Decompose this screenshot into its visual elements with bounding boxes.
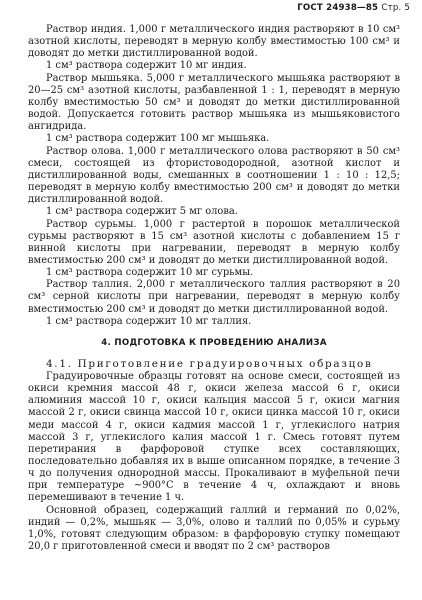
tin-solution-paragraph: Раствор олова. 1,000 г металлического олова растворяют в 50 см³ смеси, состоящей из фтористоводородной, азотной кислот и дистиллированной воды, смешанных в соотношении 1 : 10 : 12,5; переводят в мерную колбу вместимостью 200 см³ и доводят до метки дистиллированной водой. [28,145,400,206]
base-sample-paragraph: Основной образец, содержащий галлий и германий по 0,02%, индий — 0,2%, мышьяк — 3,0%, олово и таллий по 0,05% и сурьму 1,0%, готовят следующим образом: в фарфоровую ступку помещают 20,0 г приготовленной смеси и вводят по 2 см³ растворов [28,504,400,553]
indium-concentration-note: 1 см³ раствора содержит 10 мг индия. [46,60,247,72]
calibration-samples-paragraph: Градуировочные образцы готовят на основе смеси, состоящей из окиси кремния массой 48 г, окиси железа массой 6 г, окиси алюминия массой 10 г, окиси кальция массой 5 г, окиси магния массой 2 г, окиси свинца массой 10 г, окиси цинка массой 10 г, окиси меди массой 4 г, окиси кадмия массой 1 г, углекислого натрия массой 3 г, углекислого калия массой 1 г. Смесь готовят путем перетирания в фарфоровой ступке всех составляющих, последовательно добавляя их в выше описанном порядке, в течение 3 ч до получения однородной массы. Прокаливают в муфельной печи при температуре ~900°С в течение 4 ч, охлаждают и вновь перемешивают в течение 1 ч. [28,370,400,504]
thallium-concentration-note: 1 см³ раствора содержит 10 мг таллия. [46,315,252,327]
thallium-solution-paragraph: Раствор таллия. 2,000 г металлического таллия растворяют в 20 см³ серной кислоты при нагревании, переводят в мерную колбу вместимостью 200 см³ и доводят до метки дистиллированной водой. [28,279,400,315]
arsenic-concentration-note: 1 см³ раствора содержит 100 мг мышьяка. [46,133,270,145]
standard-number: ГОСТ 24938—85 [297,3,379,13]
antimony-concentration-note: 1 см³ раствора содержит 10 мг сурьмы. [46,267,254,279]
tin-concentration-note: 1 см³ раствора содержит 5 мг олова. [46,206,238,218]
document-body [28,24,400,553]
page-header [297,3,410,13]
section-title: 4. ПОДГОТОВКА К ПРОВЕДЕНИЮ АНАЛИЗА [101,337,327,348]
indium-solution-paragraph: Раствор индия. 1,000 г металлического индия растворяют в 10 см³ азотной кислоты, переводят в мерную колбу вместимостью 100 см³ и доводят до метки дистиллированной водой. [28,24,400,60]
antimony-solution-paragraph: Раствор сурьмы. 1,000 г растертой в порошок металлической сурьмы растворяют в 15 см³ азотной кислоты с добавлением 15 г винной кислоты при нагревании, переводят в мерную колбу вместимостью 200 см³ и доводят до метки дистиллированной водой. [28,218,400,266]
page-number: Стр. 5 [381,3,410,13]
subsection-heading: 4.1. Приготовление градуировочных образцов [46,357,373,370]
arsenic-solution-paragraph: Раствор мышьяка. 5,000 г металлического мышьяка растворяют в 20—25 см³ азотной кислоты, разбавленной 1 : 1, переводят в мерную колбу вместимостью 50 см³ и доводят до метки дистиллированной водой. Допускается готовить раствор мышьяка из мышьяковистого ангидрида. [28,72,400,133]
